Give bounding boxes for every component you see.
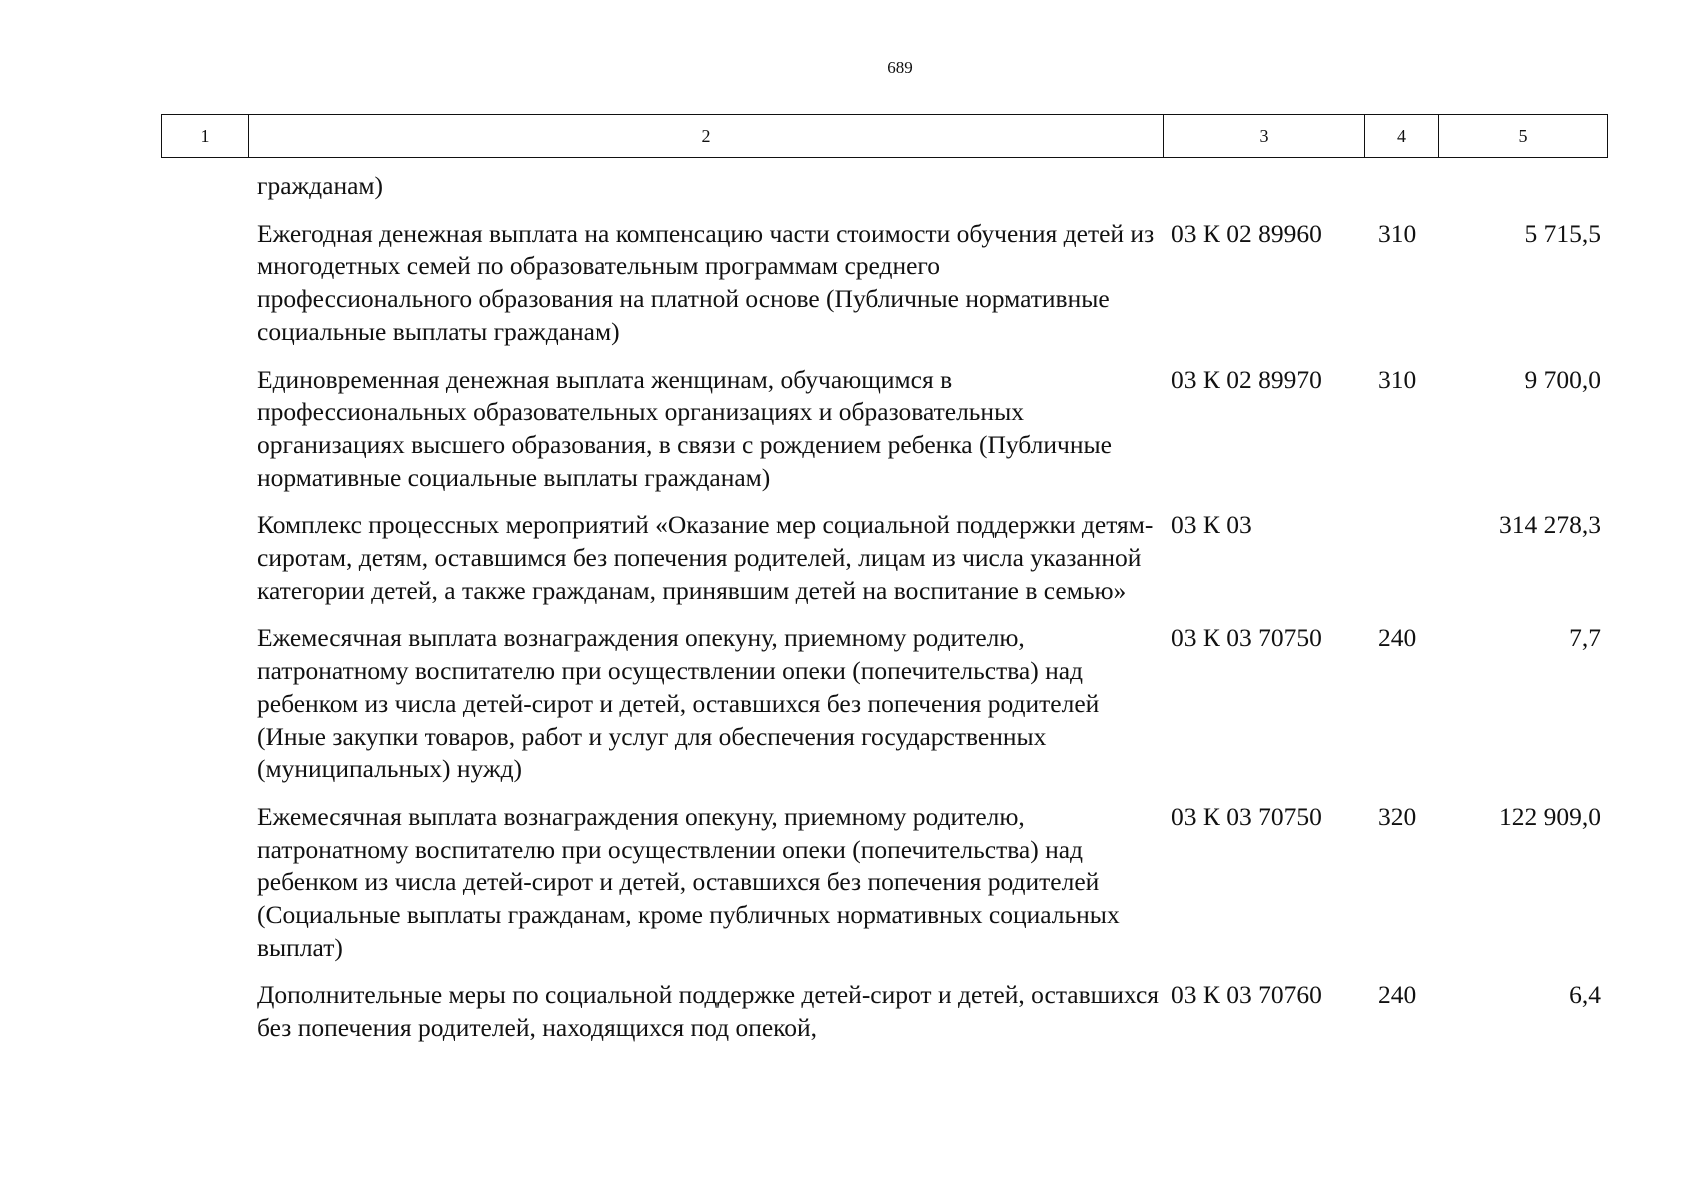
row-expense-type: 240 xyxy=(1378,623,1417,653)
row-sum: 122 909,0 xyxy=(1499,801,1601,831)
row-sum: 6,4 xyxy=(1569,980,1601,1010)
row-expense-type: 320 xyxy=(1378,801,1417,831)
row-code: 03 К 03 70760 xyxy=(1171,980,1322,1010)
page-number: 689 xyxy=(887,58,913,77)
row-code: 03 К 03 70750 xyxy=(1171,801,1322,831)
row-sum: 5 715,5 xyxy=(1524,218,1601,248)
header-col-1: 1 xyxy=(162,115,249,157)
row-sum: 9 700,0 xyxy=(1524,364,1601,394)
row-code: 03 К 02 89960 xyxy=(1171,218,1322,248)
table-row xyxy=(257,218,1608,349)
row-name: Дополнительные меры по социальной поддержке детей-сирот и детей, оставшихся без попечения родителей, находящихся под опекой, xyxy=(257,980,1159,1043)
row-sum: 7,7 xyxy=(1569,623,1601,653)
table-row xyxy=(257,622,1608,786)
table-row xyxy=(257,979,1608,1044)
row-name: Ежемесячная выплата вознаграждения опекуну, приемному родителю, патронатному воспитателю при осуществлении опеки (попечительства) над ребенком из числа детей-сирот и детей, оставшихся без попечения родителей (Иные закупки товаров, работ и услуг для обеспечения государственных (муниципальных) нужд) xyxy=(257,623,1100,784)
row-name: Комплекс процессных мероприятий «Оказание мер социальной поддержки детям-сиротам, детям, оставшимся без попечения родителей, лицам из числа указанной категории детей, а также гражданам, принявшим детей на воспитание в семью» xyxy=(257,510,1154,605)
header-col-3: 3 xyxy=(1164,115,1365,157)
table-row xyxy=(257,801,1608,965)
row-name: Ежегодная денежная выплата на компенсацию части стоимости обучения детей из многодетных семей по образовательным программам среднего профессионального образования на платной основе (Публичные нормативные социальные выплаты гражданам) xyxy=(257,218,1155,346)
row-sum: 314 278,3 xyxy=(1499,510,1601,540)
table-body xyxy=(257,170,1608,1045)
table-header xyxy=(161,114,1608,158)
header-col-4: 4 xyxy=(1365,115,1439,157)
row-name: Единовременная денежная выплата женщинам, обучающимся в профессиональных образовательных организациях и образовательных организациях высшего образования, в связи с рождением ребенка (Публичные нормативные социальные выплаты гражданам) xyxy=(257,364,1112,492)
row-expense-type: 310 xyxy=(1378,364,1417,394)
row-expense-type: 310 xyxy=(1378,218,1417,248)
row-code: 03 К 03 xyxy=(1171,510,1252,540)
row-code: 03 К 02 89970 xyxy=(1171,364,1322,394)
table-row xyxy=(257,364,1608,495)
row-name: Ежемесячная выплата вознаграждения опекуну, приемному родителю, патронатному воспитателю при осуществлении опеки (попечительства) над ребенком из числа детей-сирот и детей, оставшихся без попечения родителей (Социальные выплаты гражданам, кроме публичных нормативных социальных выплат) xyxy=(257,801,1120,962)
header-col-2: 2 xyxy=(249,115,1164,157)
row-code: 03 К 03 70750 xyxy=(1171,623,1322,653)
row-expense-type: 240 xyxy=(1378,980,1417,1010)
header-col-5: 5 xyxy=(1518,125,1528,146)
table-row xyxy=(257,509,1608,607)
row-name: гражданам) xyxy=(257,171,384,200)
table-row xyxy=(257,170,1608,203)
